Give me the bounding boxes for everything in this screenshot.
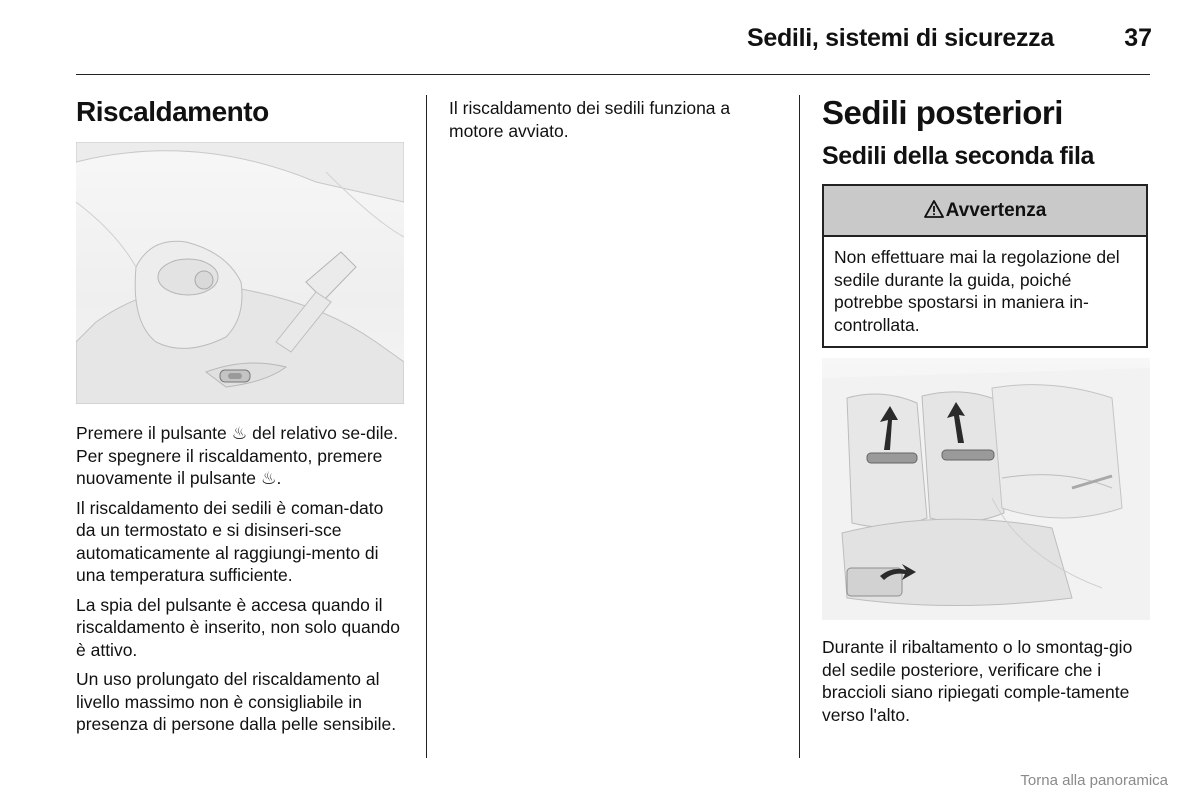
warning-box bbox=[822, 184, 1148, 348]
rear-seat-armrest-illustration bbox=[822, 358, 1150, 620]
warning-body: Non effettuare mai la regolazione del sedile durante la guida, poiché potrebbe spostarsi in maniera in-controllata. bbox=[834, 247, 1120, 335]
page-number: 37 bbox=[1124, 24, 1152, 52]
middle-column bbox=[449, 97, 774, 149]
section-heading-riscaldamento: Riscaldamento bbox=[76, 96, 269, 127]
column-divider-right bbox=[799, 95, 800, 758]
paragraph-2: Il riscaldamento dei sedili è coman-dato da un termostato e si disinseri-sce automaticamente al raggiungi-mento di una temperatura sufficiente. bbox=[76, 497, 384, 585]
back-to-overview-link[interactable]: Torna alla panoramica bbox=[1020, 772, 1168, 789]
paragraph-1: Premere il pulsante ♨ del relativo se-dile. Per spegnere il riscaldamento, premere nuovamente il pulsante ♨. bbox=[76, 423, 399, 488]
paragraph-4: Un uso prolungato del riscaldamento al livello massimo non è consigliabile in presenza di persone dalla pelle sensibile. bbox=[76, 669, 397, 734]
warning-triangle-icon bbox=[924, 200, 944, 222]
seat-heating-button-illustration bbox=[76, 142, 404, 404]
warning-title: Avvertenza bbox=[945, 199, 1047, 221]
warning-header bbox=[824, 186, 1146, 237]
header-rule bbox=[76, 74, 1150, 75]
paragraph-right: Durante il ribaltamento o lo smontag-gio del sedile posteriore, verificare che i braccioli siano ripiegati comple-tamente verso l'alto. bbox=[822, 637, 1133, 725]
subheading-seconda-fila: Sedili della seconda fila bbox=[822, 142, 1095, 170]
column-divider-left bbox=[426, 95, 427, 758]
paragraph-middle: Il riscaldamento dei sedili funziona a motore avviato. bbox=[449, 98, 731, 141]
paragraph-3: La spia del pulsante è accesa quando il riscaldamento è inserito, non solo quando è attivo. bbox=[76, 594, 400, 660]
left-column bbox=[76, 96, 406, 743]
header-title: Sedili, sistemi di sicurezza bbox=[746, 24, 1054, 52]
right-column bbox=[822, 94, 1150, 171]
section-heading-sedili-posteriori: Sedili posteriori bbox=[822, 94, 1063, 131]
right-column-text bbox=[822, 636, 1150, 733]
